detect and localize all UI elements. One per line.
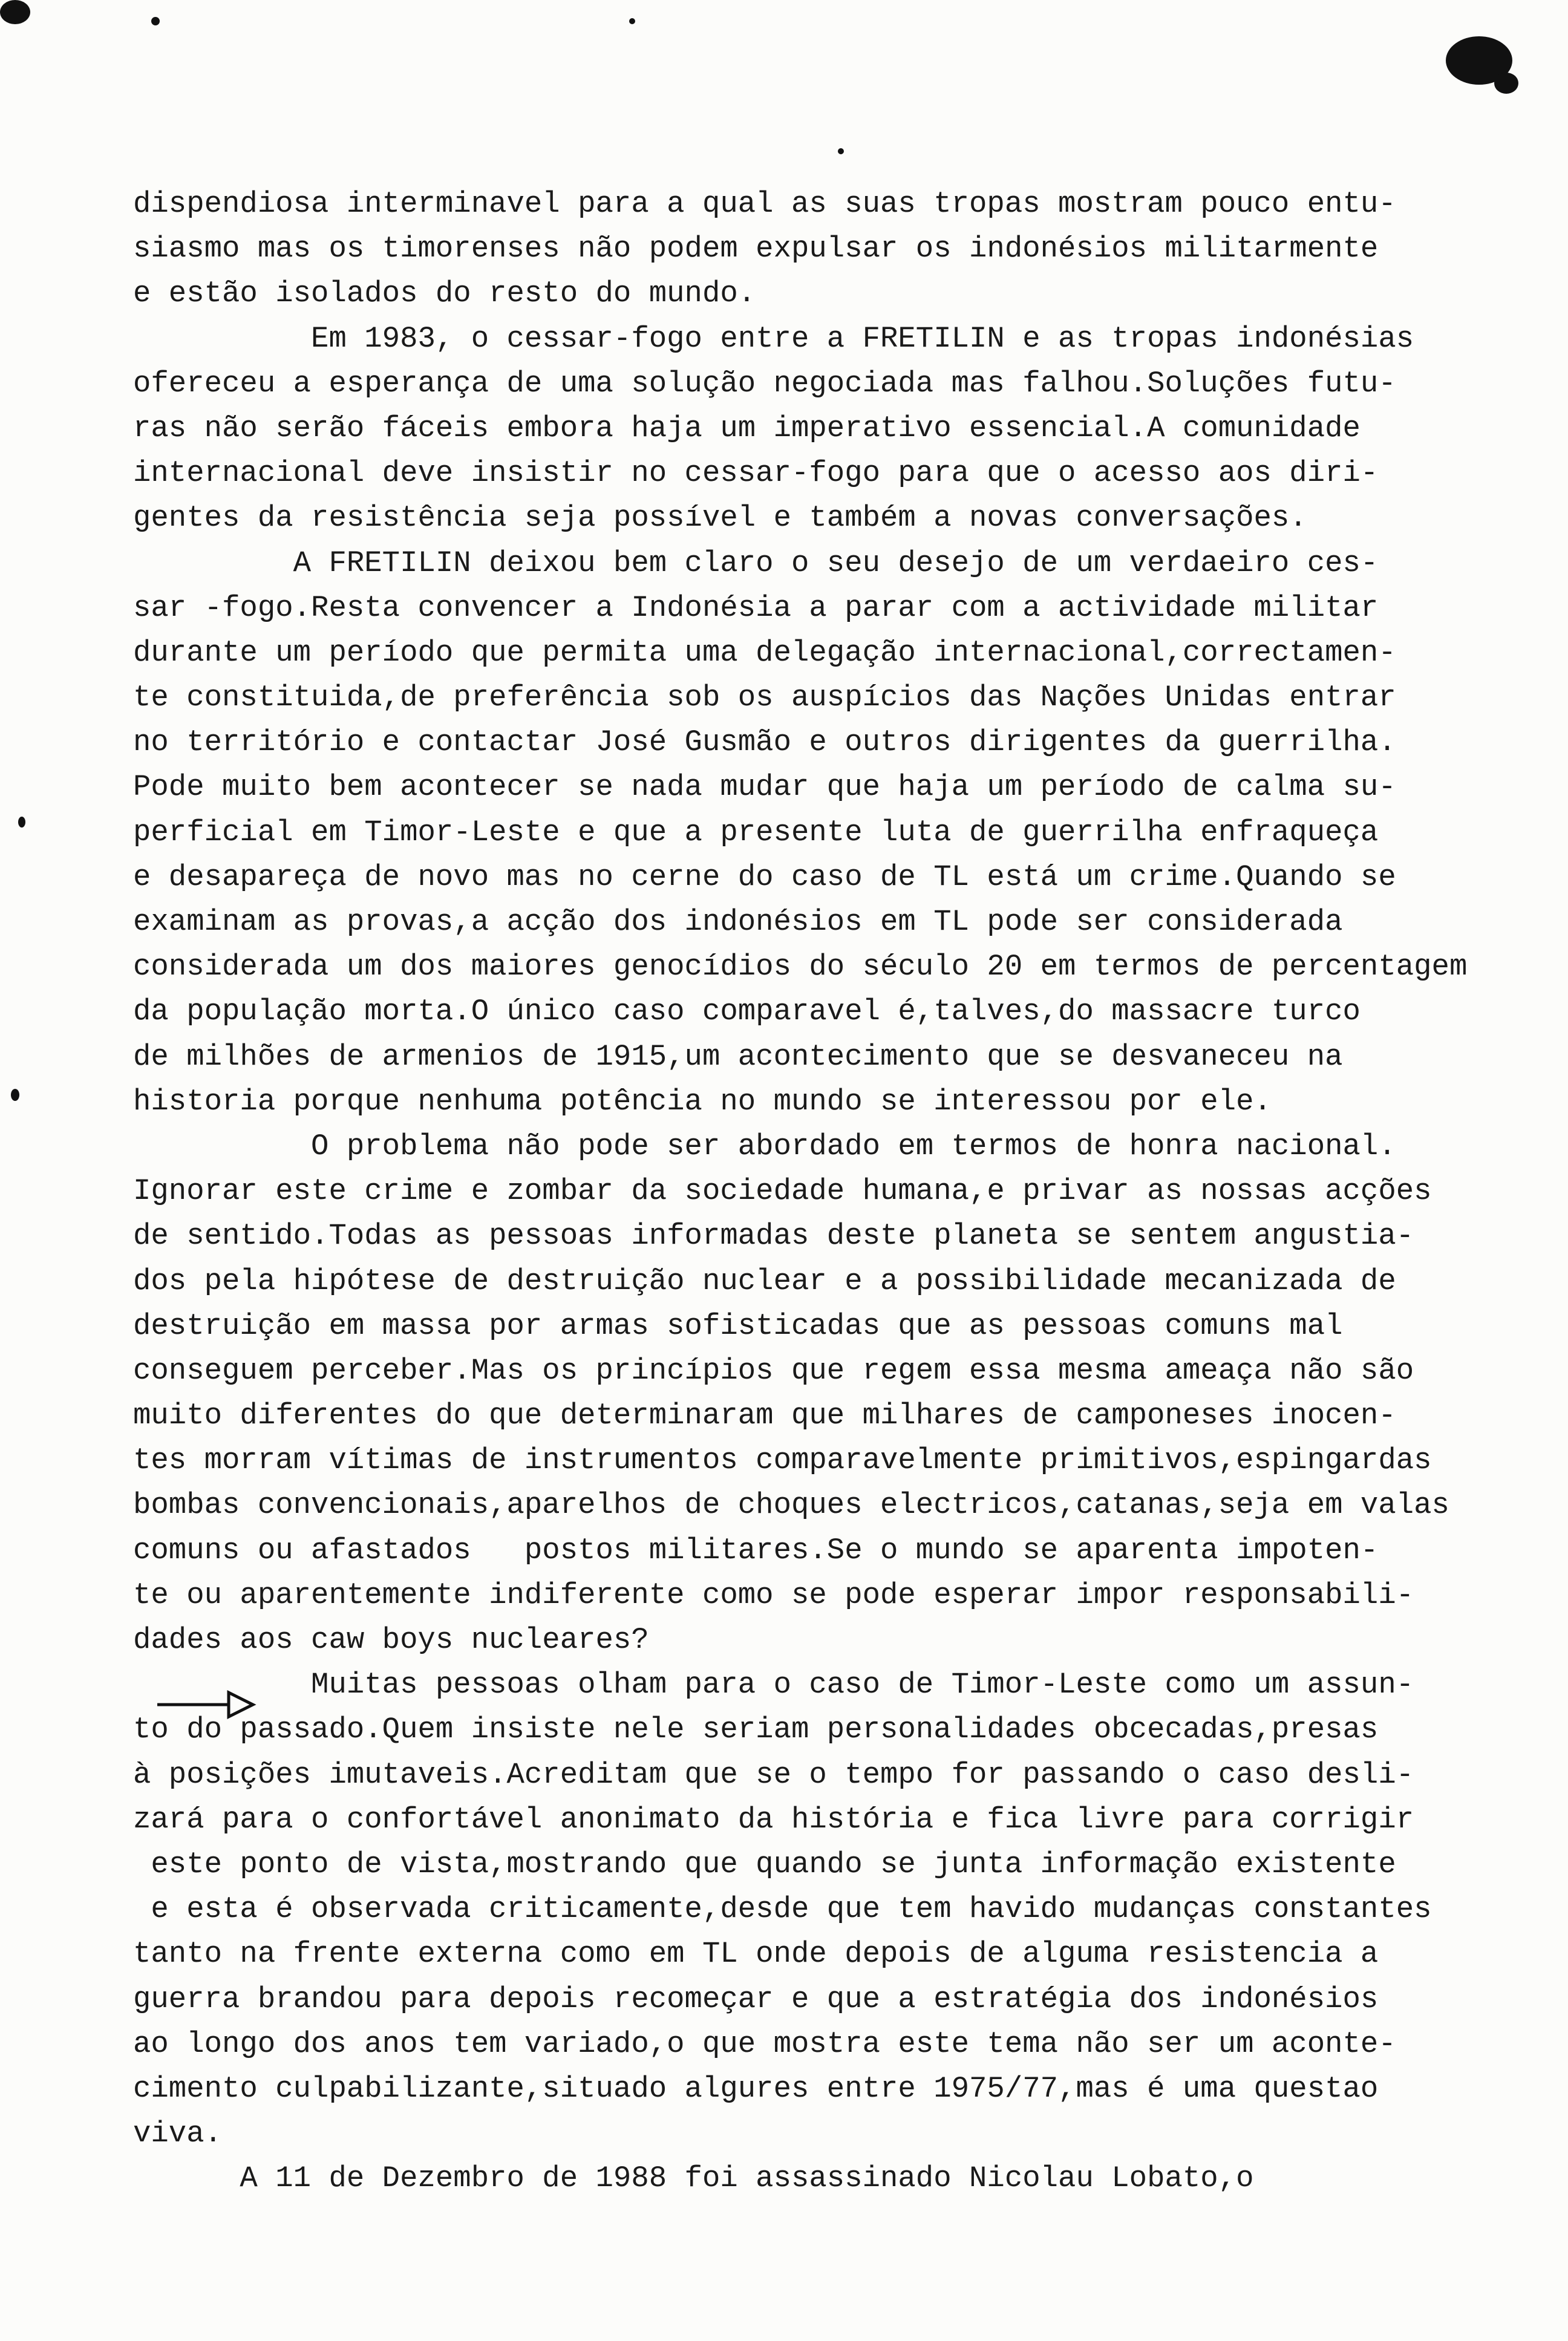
text-line: guerra brandou para depois recomeçar e que a estratégia dos indonésios <box>133 1982 1379 2016</box>
text-line: ao longo dos anos tem variado,o que mostra este tema não ser um aconte- <box>133 2026 1396 2061</box>
text-line: dispendiosa interminavel para a qual as suas tropas mostram pouco entu- <box>133 187 1396 221</box>
text-line: to do passado.Quem insiste nele seriam personalidades obcecadas,presas <box>133 1712 1379 1747</box>
text-line: tanto na frente externa como em TL onde depois de alguma resistencia a <box>133 1937 1379 1971</box>
scan-speck <box>629 18 635 24</box>
text-line: e esta é observada criticamente,desde que tem havido mudanças constantes <box>133 1892 1432 1927</box>
text-line: internacional deve insistir no cessar-fogo para que o acesso aos diri- <box>133 456 1379 491</box>
text-line: comuns ou afastados postos militares.Se o mundo se aparenta impoten- <box>133 1533 1379 1567</box>
text-line: A 11 de Dezembro de 1988 foi assassinado Nicolau Lobato,o <box>133 2161 1254 2196</box>
scan-speck <box>151 17 160 25</box>
scan-speck <box>0 0 30 24</box>
text-line: te constituida,de preferência sob os auspícios das Nações Unidas entrar <box>133 681 1396 715</box>
text-line: cimento culpabilizante,situado algures entre 1975/77,mas é uma questao <box>133 2071 1379 2106</box>
text-line: Muitas pessoas olham para o caso de Timor-Leste como um assun- <box>133 1668 1414 1702</box>
text-line: siasmo mas os timorenses não podem expulsar os indonésios militarmente <box>133 232 1379 266</box>
text-line: de milhões de armenios de 1915,um acontecimento que se desvaneceu na <box>133 1039 1343 1074</box>
text-line: bombas convencionais,aparelhos de choques electricos,catanas,seja em valas <box>133 1488 1449 1523</box>
text-line: da população morta.O único caso comparavel é,talves,do massacre turco <box>133 994 1361 1029</box>
text-line: examinam as provas,a acção dos indonésios em TL pode ser considerada <box>133 905 1343 939</box>
text-line: destruição em massa por armas sofisticadas que as pessoas comuns mal <box>133 1308 1343 1343</box>
text-line: e estão isolados do resto do mundo. <box>133 276 756 311</box>
text-line: dades aos caw boys nucleares? <box>133 1623 649 1657</box>
text-line: ofereceu a esperança de uma solução negociada mas falhou.Soluções futu- <box>133 366 1396 400</box>
text-line: à posições imutaveis.Acreditam que se o tempo for passando o caso desli- <box>133 1757 1414 1792</box>
text-line: zará para o confortável anonimato da história e fica livre para corrigir <box>133 1802 1414 1837</box>
text-line: Pode muito bem acontecer se nada mudar que haja um período de calma su- <box>133 770 1396 805</box>
scan-speck <box>1494 73 1518 94</box>
text-line: este ponto de vista,mostrando que quando se junta informação existente <box>133 1847 1396 1881</box>
scan-speck <box>18 817 25 828</box>
text-line: sar -fogo.Resta convencer a Indonésia a parar com a actividade militar <box>133 590 1379 625</box>
scan-speck <box>11 1089 19 1101</box>
text-line: de sentido.Todas as pessoas informadas deste planeta se sentem angustia- <box>133 1219 1414 1253</box>
text-line: dos pela hipótese de destruição nuclear e a possibilidade mecanizada de <box>133 1264 1396 1298</box>
text-line: A FRETILIN deixou bem claro o seu desejo de um verdaeiro ces- <box>133 546 1379 580</box>
text-line: e desapareça de novo mas no cerne do caso de TL está um crime.Quando se <box>133 860 1396 894</box>
text-line: tes morram vítimas de instrumentos comparavelmente primitivos,espingardas <box>133 1443 1432 1478</box>
text-line: durante um período que permita uma delegação internacional,correctamen- <box>133 635 1396 670</box>
text-line: Ignorar este crime e zombar da sociedade humana,e privar as nossas acções <box>133 1174 1432 1209</box>
text-line: no território e contactar José Gusmão e outros dirigentes da guerrilha. <box>133 725 1396 760</box>
text-line: te ou aparentemente indiferente como se pode esperar impor responsabili- <box>133 1578 1414 1612</box>
text-line: gentes da resistência seja possível e também a novas conversações. <box>133 501 1307 535</box>
typed-text-body <box>133 181 1488 2201</box>
text-line: conseguem perceber.Mas os princípios que regem essa mesma ameaça não são <box>133 1353 1414 1388</box>
text-line: considerada um dos maiores genocídios do século 20 em termos de percentagem <box>133 950 1468 984</box>
text-line: historia porque nenhuma potência no mundo se interessou por ele. <box>133 1084 1272 1118</box>
text-line: viva. <box>133 2117 223 2151</box>
text-line: perficial em Timor-Leste e que a presente luta de guerrilha enfraqueça <box>133 815 1379 849</box>
text-line: muito diferentes do que determinaram que milhares de camponeses inocen- <box>133 1399 1396 1433</box>
text-line: Em 1983, o cessar-fogo entre a FRETILIN e as tropas indonésias <box>133 321 1414 356</box>
text-line: O problema não pode ser abordado em termos de honra nacional. <box>133 1129 1396 1163</box>
text-line: ras não serão fáceis embora haja um imperativo essencial.A comunidade <box>133 411 1361 445</box>
scan-speck <box>838 148 844 154</box>
